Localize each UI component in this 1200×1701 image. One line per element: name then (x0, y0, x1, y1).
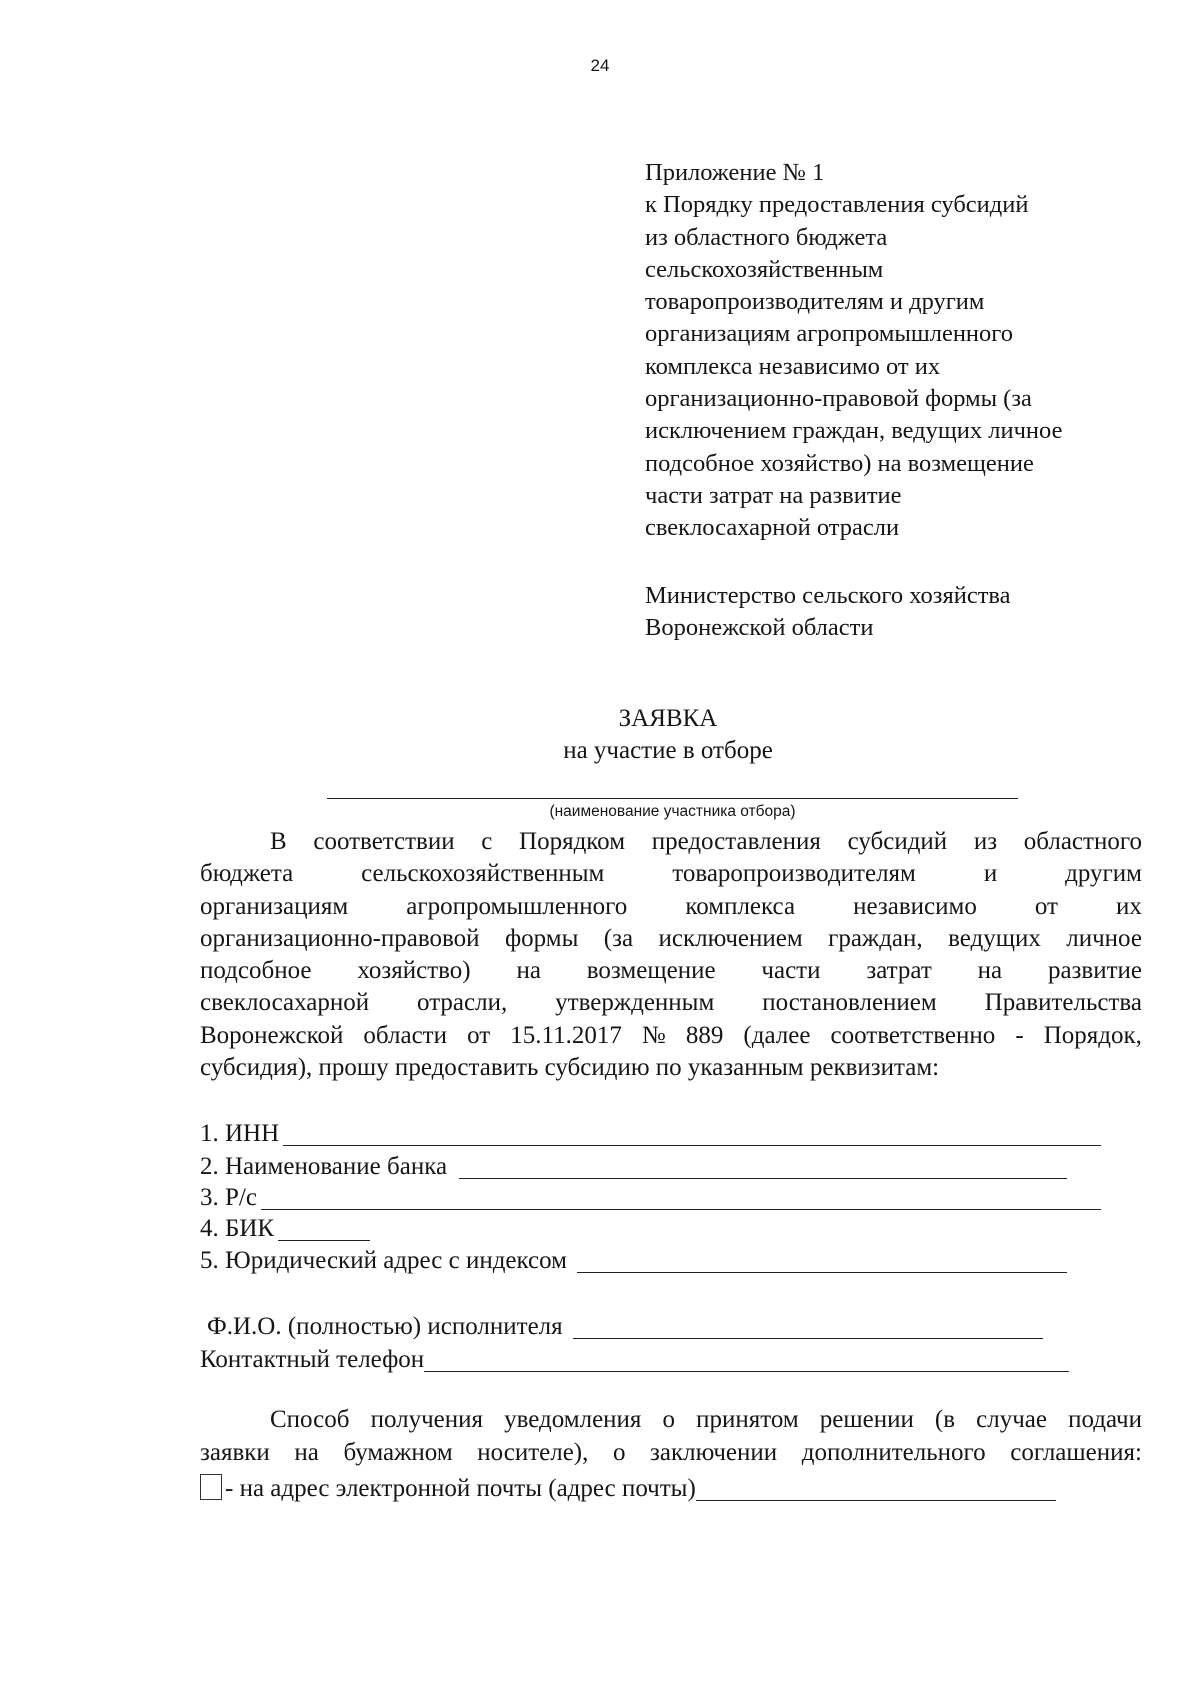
paragraph-word: дополнительного (801, 1439, 986, 1466)
ministry-line: Воронежской области (645, 614, 874, 641)
email-option-row (200, 1471, 1056, 1505)
legal-address-label: 5. Юридический адрес с индексом (200, 1247, 567, 1274)
paragraph-word: случае (976, 1406, 1047, 1433)
paragraph-word: постановлением (762, 989, 937, 1017)
paragraph-line (200, 1020, 1142, 1052)
intro-paragraph (200, 826, 1142, 1084)
annex-line: организациям агропромышленного (645, 320, 1013, 348)
paragraph-word: затрат (866, 957, 932, 985)
paragraph-word: на (294, 1439, 319, 1466)
paragraph-line (200, 987, 1142, 1019)
paragraph-word: части (761, 957, 821, 985)
paragraph-word: из (973, 828, 998, 855)
executor-label: Ф.И.О. (полностью) исполнителя (207, 1313, 563, 1340)
participant-name-caption: (наименование участника отбора) (549, 803, 796, 820)
paragraph-line (200, 858, 1142, 890)
legal-address-row (200, 1245, 1067, 1277)
paragraph-word: подсобное (200, 957, 312, 985)
paragraph-word: утвержденным (555, 989, 715, 1017)
paragraph-word: отрасли, (417, 989, 508, 1017)
paragraph-word: Правительства (984, 989, 1142, 1017)
bank-name-field[interactable] (459, 1178, 1067, 1179)
paragraph-word: ведущих (948, 924, 1041, 952)
bank-name-row (200, 1151, 1067, 1183)
annex-header (645, 157, 1165, 545)
paragraph-word: на (516, 957, 541, 985)
email-option-checkbox[interactable] (200, 1474, 222, 1500)
paragraph-word: соответственно (830, 1021, 996, 1049)
paragraph-word: и (983, 860, 998, 888)
paragraph-word: Порядком (519, 828, 626, 855)
paragraph-word: личное (1066, 924, 1142, 952)
paragraph-word: получения (370, 1406, 484, 1433)
paragraph-word: соответствии (313, 828, 455, 855)
annex-line: части затрат на развитие (645, 481, 902, 509)
paragraph-word: развитие (1047, 957, 1142, 985)
paragraph-word: 15.11.2017 (510, 1021, 622, 1049)
phone-row (200, 1344, 1069, 1376)
paragraph-word: их (1116, 892, 1142, 920)
paragraph-word: (далее (743, 1021, 811, 1049)
annex-line: сельскохозяйственным (645, 255, 884, 283)
bik-label: 4. БИК (200, 1215, 275, 1242)
paragraph-word: от (467, 1021, 491, 1049)
ministry-addressee (645, 580, 1165, 644)
inn-field[interactable] (283, 1145, 1101, 1146)
paragraph-word: подачи (1068, 1406, 1142, 1433)
bik-field[interactable] (278, 1240, 370, 1241)
paragraph-word: организациям (200, 892, 349, 920)
inn-label: 1. ИНН (200, 1120, 280, 1147)
paragraph-word: (в (934, 1406, 956, 1433)
annex-line: подсобное хозяйство) на возмещение (645, 449, 1034, 477)
annex-line: Приложение № 1 (645, 159, 825, 186)
paragraph-word: комплекса (685, 892, 796, 920)
paragraph-word: (за (603, 924, 634, 952)
annex-line: из областного бюджета (645, 223, 888, 251)
paragraph-line (200, 1052, 1142, 1084)
paragraph-word: с (481, 828, 493, 855)
paragraph-line (200, 955, 1142, 987)
paragraph-word: граждан, (828, 924, 923, 952)
phone-field[interactable] (424, 1371, 1069, 1372)
paragraph-word: Воронежской (200, 1021, 344, 1049)
paragraph-word: субсидия), прошу предоставить субсидию по указанным реквизитам: (200, 1054, 940, 1082)
paragraph-word: - (1015, 1021, 1024, 1049)
paragraph-word: другим (1065, 860, 1142, 888)
paragraph-word: возмещение (586, 957, 716, 985)
paragraph-word: области (363, 1021, 447, 1049)
bik-row (200, 1213, 370, 1245)
paragraph-line (200, 923, 1142, 955)
paragraph-word: соглашения: (1010, 1439, 1142, 1466)
paragraph-word: товаропроизводителям (672, 860, 916, 888)
paragraph-word: решении (819, 1406, 914, 1433)
paragraph-word: организационно-правовой (200, 924, 480, 952)
paragraph-word: сельскохозяйственным (361, 860, 605, 888)
paragraph-word: № (641, 1021, 666, 1049)
paragraph-word: от (1034, 892, 1058, 920)
annex-line: товаропроизводителям и другим (645, 288, 985, 316)
phone-label: Контактный телефон (200, 1346, 425, 1373)
paragraph-word: субсидий (847, 828, 948, 855)
paragraph-word: В (270, 828, 287, 855)
paragraph-line (200, 1436, 1142, 1469)
legal-address-field[interactable] (577, 1272, 1067, 1273)
paragraph-word: хозяйство) (357, 957, 471, 985)
paragraph-word: бумажном (343, 1439, 453, 1466)
annex-line: организационно-правовой формы (за (645, 385, 1032, 413)
paragraph-word: Способ (270, 1406, 350, 1433)
page-number: 24 (590, 56, 610, 75)
paragraph-word: о (662, 1406, 676, 1433)
paragraph-word: предоставления (651, 828, 821, 855)
paragraph-word: бюджета (200, 860, 294, 888)
paragraph-word: исключением (658, 924, 803, 952)
paragraph-line (200, 1403, 1142, 1436)
paragraph-word: формы (504, 924, 579, 952)
document-title: ЗАЯВКА (618, 705, 718, 732)
paragraph-word: свеклосахарной (200, 989, 370, 1017)
participant-name-field[interactable] (327, 798, 1018, 799)
paragraph-word: независимо (853, 892, 977, 920)
paragraph-word: уведомления (504, 1406, 642, 1433)
paragraph-word: агропромышленного (406, 892, 628, 920)
paragraph-line (200, 826, 1142, 858)
paragraph-word: областного (1023, 828, 1142, 855)
email-option-label: - на адрес электронной почты (адрес почты) (225, 1475, 696, 1502)
document-subtitle: на участие в отборе (563, 737, 773, 764)
paragraph-word: Порядок, (1043, 1021, 1142, 1049)
annex-line: исключением граждан, ведущих личное (645, 417, 1063, 445)
paragraph-word: заключении (650, 1439, 778, 1466)
paragraph-word: принятом (696, 1406, 799, 1433)
paragraph-word: 889 (685, 1021, 724, 1049)
paragraph-word: на (977, 957, 1003, 985)
annex-line: свеклосахарной отрасли (645, 514, 900, 542)
bank-name-label: 2. Наименование банка (200, 1153, 448, 1180)
account-label: 3. Р/с (200, 1184, 257, 1211)
executor-field[interactable] (573, 1338, 1043, 1339)
account-field[interactable] (261, 1209, 1101, 1210)
notice-paragraph (200, 1403, 1142, 1469)
email-address-field[interactable] (696, 1500, 1056, 1501)
paragraph-line (200, 891, 1142, 923)
inn-row (200, 1118, 1101, 1150)
paragraph-word: заявки (200, 1439, 270, 1466)
account-row (200, 1182, 1101, 1214)
annex-line: комплекса независимо от их (645, 352, 941, 380)
ministry-line: Министерство сельского хозяйства (645, 582, 1011, 609)
paragraph-word: о (612, 1439, 626, 1466)
paragraph-word: носителе), (477, 1439, 589, 1466)
executor-row (207, 1311, 1043, 1343)
annex-line: к Порядку предоставления субсидий (645, 191, 1029, 219)
